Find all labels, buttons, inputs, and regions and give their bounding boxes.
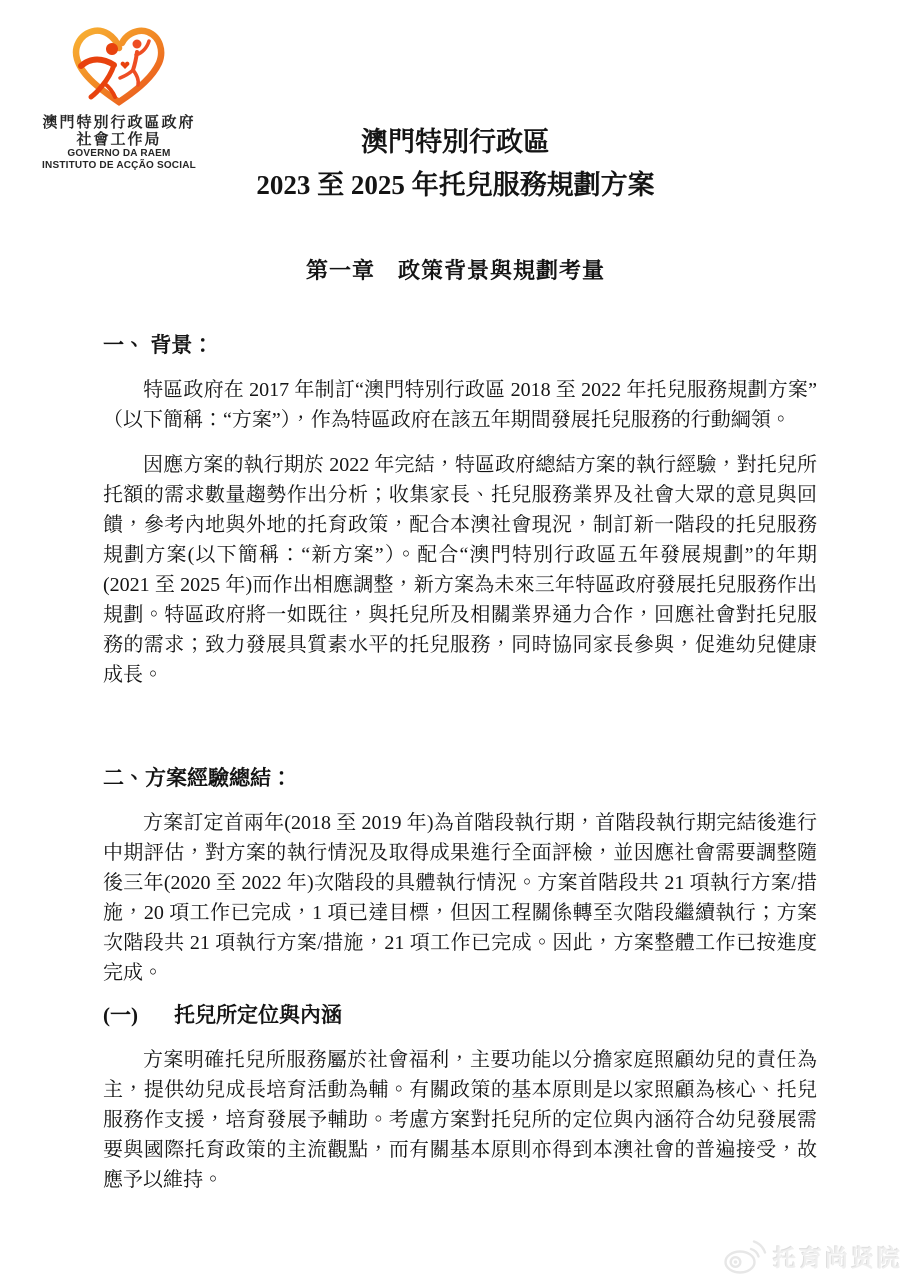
section-1-paragraph-2: 因應方案的執行期於 2022 年完結，特區政府總結方案的執行經驗，對托兒所托額的需求數量趨勢作出分析；收集家長、托兒服務業界及社會大眾的意見與回饋，參考內地與外地的托育政策，配合本澳社會現況，制訂新一階段的托兒服務規劃方案(以下簡稱：“新方案”）。配合“澳門特別行政區五年發展規劃”的年期(2021 至 2025 年)而作出相應調整，新方案為未來三年特區政府發展托兒服務作出規劃。特區政府將一如既往，與托兒所及相關業界通力合作，回應社會對托兒服務的需求；致力發展具質素水平的托兒服務，同時協同家長參與，促進幼兒健康成長。 — [103, 454, 817, 686]
document-title-line1: 澳門特別行政區 — [361, 127, 550, 157]
document-title-line2: 2023 至 2025 年托兒服務規劃方案 — [256, 170, 655, 200]
chapter-heading: 第一章 政策背景與規劃考量 — [305, 258, 605, 283]
subsection-1-label: (一) — [103, 1003, 138, 1027]
weibo-icon — [723, 1238, 767, 1274]
section-2-heading: 二、方案經驗總結： — [103, 766, 292, 790]
document-body — [103, 330, 817, 1195]
section-1-heading: 一、 背景： — [103, 333, 214, 357]
subsection-1-title: 托兒所定位與內涵 — [174, 1003, 342, 1027]
agency-name-pt-line2: INSTITUTO DE ACÇÃO SOCIAL — [42, 159, 196, 171]
heart-children-logo-icon — [69, 24, 169, 110]
subsection-1-heading — [103, 1000, 817, 1030]
subsection-1-paragraph-1: 方案明確托兒所服務屬於社會福利，主要功能以分擔家庭照顧幼兒的責任為主，提供幼兒成長培育活動為輔。有關政策的基本原則是以家照顧為核心、托兒服務作支援，培育發展予輔助。考慮方案對托兒所的定位與內涵符合幼兒發展需要與國際托育政策的主流觀點，而有關基本原則亦得到本澳社會的普遍接受，故應予以維持。 — [103, 1049, 817, 1191]
agency-name-pt-line1: GOVERNO DA RAEM — [67, 148, 171, 159]
agency-name-zh-line1: 澳門特別行政區政府 — [42, 114, 196, 131]
agency-logo-block — [34, 24, 204, 171]
section-1-paragraph-1: 特區政府在 2017 年制訂“澳門特別行政區 2018 至 2022 年托兒服務規劃方案”（以下簡稱：“方案”），作為特區政府在該五年期間發展托兒服務的行動綱領。 — [103, 379, 817, 431]
watermark — [723, 1238, 903, 1274]
agency-name-zh-line2: 社會工作局 — [76, 131, 162, 148]
watermark-text: 托育尚贤院 — [773, 1244, 903, 1271]
section-2-paragraph-1: 方案訂定首兩年(2018 至 2019 年)為首階段執行期，首階段執行期完結後進行中期評估，對方案的執行情況及取得成果進行全面評檢，並因應社會需要調整隨後三年(2020 至 2022 年)次階段的具體執行情況。方案首階段共 21 項執行方案/措施，20 項工作已完成，1 項已達目標，但因工程關係轉至次階段繼續執行；方案次階段共 21 項執行方案/措施，21 項工作已完成。因此，方案整體工作已按進度完成。 — [103, 812, 817, 984]
